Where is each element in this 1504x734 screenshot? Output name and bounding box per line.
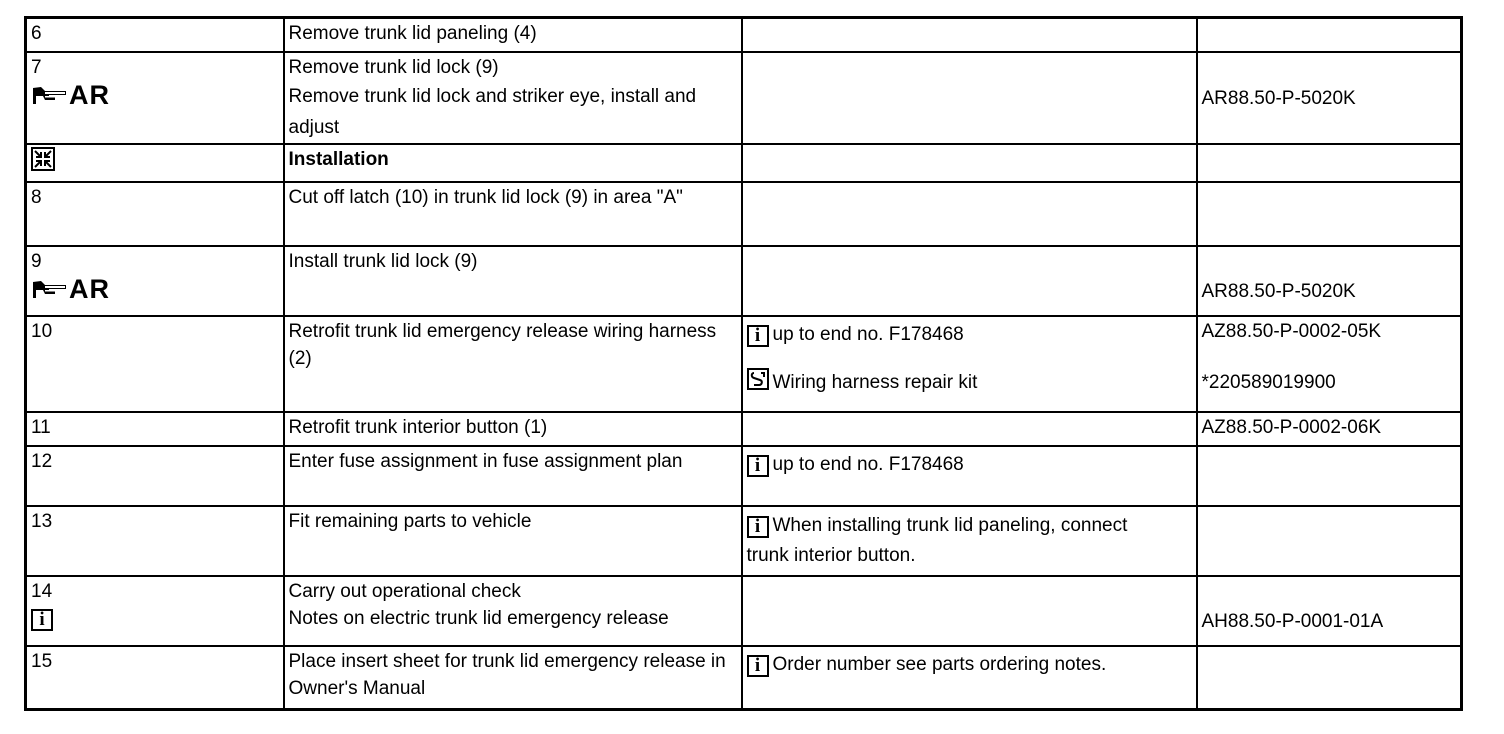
table-row [26,446,1462,506]
note-line [747,511,1136,571]
reference-link[interactable]: AH88.50-P-0001-01A [1201,610,1384,632]
pointing-hand-icon [31,84,69,106]
note-cell [742,506,1197,576]
info-icon: i [747,325,769,347]
reference-cell [1197,18,1462,52]
step-number: 8 [26,182,284,246]
note-cell [742,412,1197,446]
step-number: 7 [31,56,42,78]
step-number: 10 [26,316,284,412]
repair-kit-icon [747,368,769,390]
info-icon: i [747,516,769,538]
action-text: Enter fuse assignment in fuse assignment plan [284,446,742,506]
step-number: 14 [31,580,53,602]
step-cell [26,246,284,316]
reference-link[interactable]: AZ88.50-P-0002-05K [1201,320,1382,342]
part-number: *220589019900 [1201,371,1336,393]
reference-cell [1197,246,1462,316]
reference-cell [1197,52,1462,144]
action-text: Place insert sheet for trunk lid emergency release in Owner's Manual [284,646,742,710]
note-text: Wiring harness repair kit [772,371,978,393]
table-row [26,316,1462,412]
note-cell [742,182,1197,246]
info-icon: i [747,655,769,677]
table-row [26,182,1462,246]
info-icon: i [747,455,769,477]
note-cell [742,646,1197,710]
note-text: Order number see parts ordering notes. [772,653,1107,675]
ar-label: AR [69,79,110,110]
table-row [26,576,1462,646]
table-row [26,412,1462,446]
ar-label: AR [69,273,110,304]
reference-cell [1197,316,1462,412]
section-heading: Installation [284,144,742,182]
action-text: Cut off latch (10) in trunk lid lock (9) in area "A" [284,182,742,246]
note-line [747,451,1192,478]
step-number: 15 [26,646,284,710]
step-cell [26,144,284,182]
action-text: Retrofit trunk lid emergency release wiring harness (2) [284,316,742,412]
step-number: 11 [26,412,284,446]
reference-cell [1197,576,1462,646]
reference-cell [1197,412,1462,446]
action-text: Remove trunk lid paneling (4) [284,18,742,52]
procedure-table [24,16,1463,711]
action-text: Remove trunk lid lock (9) [288,56,499,78]
action-cell [284,52,742,144]
ar-reference-marker [31,275,279,303]
note-cell [742,246,1197,316]
reference-cell [1197,646,1462,710]
installation-icon [31,147,55,171]
note-cell [742,446,1197,506]
reference-cell [1197,506,1462,576]
table-row [26,52,1462,144]
step-number: 6 [26,18,284,52]
step-number: 12 [26,446,284,506]
reference-cell [1197,182,1462,246]
note-text: When installing trunk lid paneling, connect trunk interior button. [746,514,1128,566]
table-row [26,646,1462,710]
action-text: Remove trunk lid lock and striker eye, install and adjust [288,85,697,138]
note-cell [742,52,1197,144]
action-text: Notes on electric trunk lid emergency release [288,607,669,629]
note-cell [742,316,1197,412]
note-line [747,368,1192,396]
action-text: Install trunk lid lock (9) [284,246,742,316]
ar-reference-marker [31,81,279,109]
note-cell [742,18,1197,52]
action-text: Retrofit trunk interior button (1) [284,412,742,446]
reference-link[interactable]: AZ88.50-P-0002-06K [1201,416,1382,438]
step-number: 9 [31,250,42,272]
table-row [26,246,1462,316]
note-line [747,651,1192,678]
reference-cell [1197,446,1462,506]
note-text: up to end no. F178468 [772,323,964,345]
table-row [26,18,1462,52]
reference-link[interactable]: AR88.50-P-5020K [1201,280,1356,302]
note-cell [742,576,1197,646]
step-cell [26,576,284,646]
table-row [26,506,1462,576]
info-icon: i [31,609,53,631]
reference-link[interactable]: AR88.50-P-5020K [1201,87,1356,109]
pointing-hand-icon [31,278,69,300]
step-cell [26,52,284,144]
note-line [747,321,1192,348]
note-text: up to end no. F178468 [772,453,964,475]
step-number: 13 [26,506,284,576]
table-row [26,144,1462,182]
action-cell [284,576,742,646]
note-cell [742,144,1197,182]
action-text: Fit remaining parts to vehicle [284,506,742,576]
reference-cell [1197,144,1462,182]
action-text: Carry out operational check [288,580,521,602]
